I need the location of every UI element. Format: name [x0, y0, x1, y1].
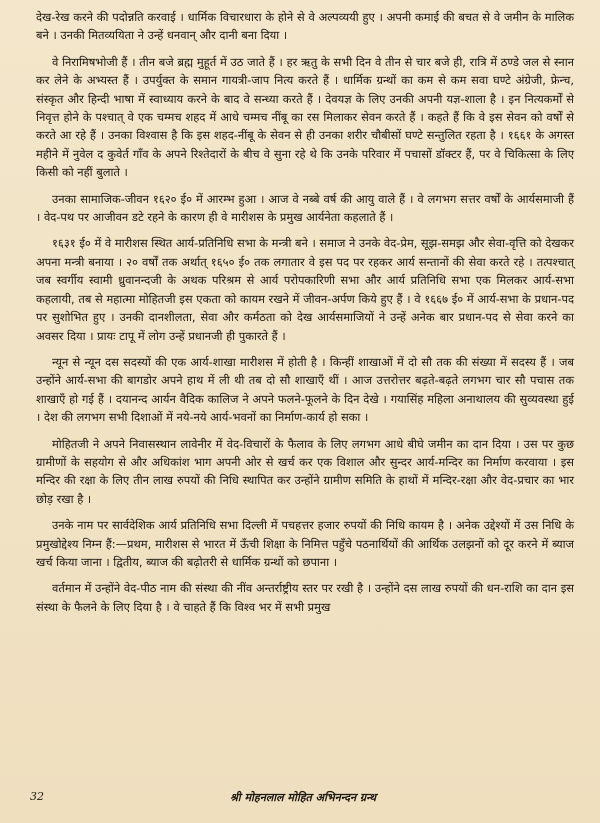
paragraph-6: मोहितजी ने अपने निवासस्थान लावेनीर में वेद-विचारों के फैलाव के लिए लगभग आधे बीघे जमीन का दान दिया । उस पर कुछ ग्रामीणों के सहयोग से और अधिकांश भाग अपनी ओर से खर्च कर एक विशाल और सुन्दर आर्य-मन्दिर का निर्माण करवाया । इस मन्दिर की रक्षा के लिए तीन लाख रुपयों की निधि स्थापित कर उन्होंने ग्रामीण समिति के हाथों में मन्दिर-रक्षा और वेद-प्रचार का भार छोड़ रखा है । — [36, 436, 574, 506]
paragraph-4: १६३१ ई० में वे मारीशस स्थित आर्य-प्रतिनिधि सभा के मन्त्री बने । समाज ने उनके वेद-प्रेम, सूझ-समझ और सेवा-वृत्ति को देखकर अपना मन्त्री बनाया । २० वर्षों तक अर्थात् १६५० ई० तक लगातार वे इस पद पर रहकर आर्य सन्तानों की सेवा करते रहे । तत्पश्चात् जब स्वर्गीय स्वामी ध्रुवानन्दजी के अथक परिश्रम से आर्य परोपकारिणी सभा और आर्य प्रतिनिधि सभा एक मिलकर आर्य-सभा कहलायी, तब से महात्मा मोहितजी इस एकता को कायम रखने में जीवन-अर्पण किये हुए हैं । वे १६६७ ई० में आर्य-सभा के प्रधान-पद पर सुशोभित हुए । उनकी दानशीलता, सेवा और कर्मठता को देख आर्यसमाजियों ने उन्हें अनेक बार प्रधान-पद से सेवा करने का अवसर दिया । प्रायः टापू में लोग उन्हें प्रधानजी ही पुकारते हैं । — [36, 236, 574, 343]
page-footer — [30, 790, 580, 810]
paragraph-5: न्यून से न्यून दस सदस्यों की एक आर्य-शाखा मारीशस में होती है । किन्हीं शाखाओं में दो सौ तक की संख्या में सदस्य हैं । जब उन्होंने आर्य-सभा की बागडोर अपने हाथ में ली थी तब दो सौ शाखाएँ थीं । आज उत्तरोत्तर बढ़ते-बढ़ते लगभग चार सौ पचास तक शाखाएँ हो गई हैं । दयानन्द आर्यन वैदिक कालिज ने अपने फलने-फूलने के दिन देखे । गयासिंह महिला अनाथालय की सुव्यवस्था हुई । देश की लगभग सभी दिशाओं में नये-नये आर्य-भवनों का निर्माण-कार्य हो सका । — [36, 354, 574, 425]
page-number: 32 — [30, 790, 44, 803]
paragraph-2: वे निरामिषभोजी हैं । तीन बजे ब्रह्म मुहूर्त में उठ जाते हैं । हर ऋतु के सभी दिन वे तीन से चार बजे ही, रात्रि में ठण्डे जल से स्नान कर लेने के अभ्यस्त हैं । उपर्युक्त के समान गायत्री-जाप नित्य करते हैं । धार्मिक ग्रन्थों का कम से कम सवा घण्टे अंग्रेजी, फ्रेन्च, संस्कृत और हिन्दी भाषा में स्वाध्याय करने के बाद वे सन्ध्या करते हैं । देवयज्ञ के लिए उनकी अपनी यज्ञ-शाला है । इन नित्यकर्मों से निवृत्त होने के पश्चात् वे एक चम्मच शहद में आधे चम्मच नींबू का रस मिलाकर सेवन करते हैं । कहते हैं कि वे इस सेवन को वर्षों से करते आ रहे हैं । उनका विश्वास है कि इस शहद-नींबू के सेवन से ही उनका शरीर चौबीसों घण्टे सन्तुलित रहता है । १६६१ के अगस्त महीने में नुवेल द कुवेर्त गाँव के अपने रिश्तेदारों के बीच वे सुना रहे थे कि उनके परिवार में पचासों डॉक्टर हैं, पर वे चिकित्सा के लिए किसी को नहीं बुलाते । — [36, 54, 574, 180]
body-text — [36, 8, 574, 624]
paragraph-3: उनका सामाजिक-जीवन १६२० ई० में आरम्भ हुआ । आज वे नब्बे वर्ष की आयु वाले हैं । वे लगभग सत्तर वर्षों के आर्यसमाजी हैं । वेद-पथ पर आजीवन डटे रहने के कारण ही वे मारीशस के प्रमुख आर्यनेता कहलाते हैं । — [36, 191, 574, 225]
paragraph-7: उनके नाम पर सार्वदेशिक आर्य प्रतिनिधि सभा दिल्ली में पचहत्तर हजार रुपयों की निधि कायम है । अनेक उद्देश्यों में उस निधि के प्रमुखोद्देश्य निम्न हैं:—प्रथम, मारीशस से भारत में ऊँची शिक्षा के निमित्त पहुँचे पठनार्थियों की आर्थिक उलझनों को दूर करने में ब्याज खर्च किया जाना । द्वितीय, ब्याज की बढ़ोतरी से धार्मिक ग्रन्थों को छपाना । — [36, 518, 574, 569]
running-title: श्री मोहनलाल मोहित अभिनन्दन ग्रन्थ — [230, 791, 377, 804]
paragraph-1: देख-रेख करने की पदोन्नति करवाई । धार्मिक विचारधारा के होने से वे अल्पव्ययी हुए । अपनी कमाई की बचत से वे जमीन के मालिक बने । उनकी मितव्ययिता ने उन्हें धनवान् और दानी बना दिया । — [36, 10, 574, 43]
paragraph-8: वर्तमान में उन्होंने वेद-पीठ नाम की संस्था की नींव अन्तर्राष्ट्रीय स्तर पर रखी है । उन्होंने दस लाख रुपयों की धन-राशि का दान इस संस्था के फैलने के लिए दिया है । वे चाहते हैं कि विश्व भर में सभी प्रमुख — [36, 581, 574, 614]
